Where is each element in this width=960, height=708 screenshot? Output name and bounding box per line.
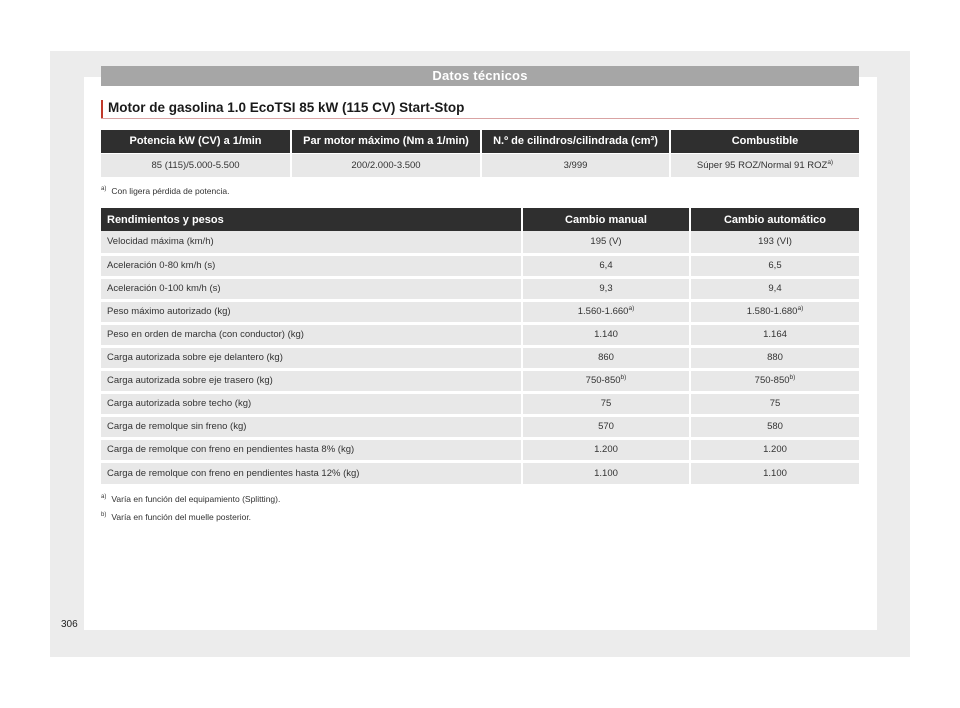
perf-label-text: Carga autorizada sobre eje delantero (kg) [107,352,283,363]
perf-label-text: Carga autorizada sobre eje trasero (kg) [107,375,273,386]
perf-label-text: Velocidad máxima (km/h) [107,236,214,248]
perf-label-text: Carga de remolque con freno en pendientes hasta 8% (kg) [107,444,355,455]
performance-table-body [101,231,859,484]
footnote-marker: b) [620,373,627,381]
perf-auto-text: 1.200 [763,444,787,455]
perf-auto-text: 750-850 [754,375,790,386]
engine-header-torque: Par motor máximo (Nm a 1/min) [291,130,481,153]
table-row [101,254,859,277]
perf-cell-auto [690,323,859,346]
engine-cell-power: 85 (115)/5.000-5.500 [101,153,291,177]
table-row [101,153,859,177]
performance-table-header [101,208,859,231]
perf-auto-text: 6,5 [768,260,782,271]
engine-cell-cylinders: 3/999 [481,153,670,177]
footnote-marker: a) [628,304,635,312]
engine-header-fuel: Combustible [670,130,859,153]
performance-table [101,208,859,484]
perf-cell-auto [690,461,859,484]
perf-cell-manual [522,300,690,323]
perf-cell-label [101,438,522,461]
perf-header-manual: Cambio manual [522,208,690,231]
table-row [101,392,859,415]
table-row [101,323,859,346]
title-accent-mark [101,100,103,119]
perf-label-text: Peso máximo autorizado (kg) [107,306,231,317]
perf-cell-manual [522,231,690,254]
perf-cell-label [101,300,522,323]
perf-cell-auto [690,392,859,415]
footnote-marker: b) [101,512,107,519]
table-row [101,415,859,438]
table-row [101,438,859,461]
perf-auto-text: 580 [767,421,783,432]
footnote-text: Varía en función del muelle posterior. [111,512,252,522]
footnote-marker: a) [797,304,804,312]
perf-cell-auto [690,254,859,277]
page-number: 306 [61,619,78,630]
perf-manual-text: 75 [600,398,612,409]
engine-header-cylinders: N.º de cilindros/cilindrada (cm³) [481,130,670,153]
perf-manual-text: 6,4 [599,260,613,271]
perf-cell-label [101,461,522,484]
perf-auto-text: 193 (VI) [758,236,792,248]
perf-label-text: Peso en orden de marcha (con conductor) (kg) [107,329,304,340]
footnote-text: Con ligera pérdida de potencia. [111,186,230,196]
engine-header-power: Potencia kW (CV) a 1/min [101,130,291,153]
perf-cell-label [101,323,522,346]
perf-cell-manual [522,461,690,484]
perf-cell-manual [522,369,690,392]
perf-label-text: Aceleración 0-80 km/h (s) [107,260,216,271]
footnote-marker: a) [101,186,107,193]
perf-label-text: Carga autorizada sobre techo (kg) [107,398,252,409]
section-band: Datos técnicos [101,66,859,86]
perf-cell-auto [690,300,859,323]
perf-auto-text: 75 [769,398,781,409]
perf-auto-text: 9,4 [768,283,782,294]
footnote-marker: a) [101,494,107,501]
engine-cell-fuel [670,153,859,177]
perf-cell-label [101,231,522,254]
perf-label-text: Aceleración 0-100 km/h (s) [107,283,221,294]
table-row [101,300,859,323]
perf-auto-text: 880 [767,352,783,363]
engine-cell-torque: 200/2.000-3.500 [291,153,481,177]
perf-auto-text: 1.164 [763,329,787,340]
footnote [101,512,251,522]
engine-footnote [101,186,229,196]
perf-cell-auto [690,277,859,300]
perf-cell-auto [690,369,859,392]
engine-cell-fuel-text: Súper 95 ROZ/Normal 91 ROZ [696,159,828,171]
perf-label-text: Carga de remolque sin freno (kg) [107,421,247,432]
perf-manual-text: 570 [598,421,614,432]
perf-cell-label [101,346,522,369]
perf-cell-manual [522,254,690,277]
perf-cell-auto [690,415,859,438]
perf-cell-auto [690,346,859,369]
perf-manual-text: 1.100 [594,467,618,479]
footnote-marker: b) [789,373,796,381]
table-row [101,346,859,369]
perf-manual-text: 1.200 [594,444,618,455]
perf-cell-manual [522,323,690,346]
footnote-text: Varía en función del equipamiento (Splitting). [111,494,281,504]
perf-cell-label [101,369,522,392]
perf-manual-text: 860 [598,352,614,363]
table-row [101,231,859,254]
title-underline [101,118,859,119]
perf-auto-text: 1.580-1.680 [746,306,798,317]
perf-cell-manual [522,346,690,369]
perf-header-label: Rendimientos y pesos [101,208,522,231]
perf-cell-auto [690,438,859,461]
perf-manual-text: 195 (V) [590,236,622,248]
perf-manual-text: 1.140 [594,329,618,340]
engine-table-header [101,130,859,153]
perf-manual-text: 750-850 [585,375,621,386]
footnote-marker: a) [827,158,834,166]
perf-manual-text: 1.560-1.660 [577,306,629,317]
perf-cell-label [101,254,522,277]
perf-cell-label [101,277,522,300]
perf-cell-manual [522,415,690,438]
perf-auto-text: 1.100 [763,467,787,479]
footnote [101,494,280,504]
table-row [101,277,859,300]
perf-manual-text: 9,3 [599,283,613,294]
perf-cell-manual [522,392,690,415]
perf-cell-label [101,415,522,438]
perf-header-auto: Cambio automático [690,208,859,231]
page-title: Motor de gasolina 1.0 EcoTSI 85 kW (115 CV) Start-Stop [108,100,465,115]
perf-cell-label [101,392,522,415]
table-row [101,369,859,392]
engine-table [101,130,859,177]
perf-cell-manual [522,277,690,300]
table-row [101,461,859,484]
perf-cell-manual [522,438,690,461]
perf-cell-auto [690,231,859,254]
perf-label-text: Carga de remolque con freno en pendientes hasta 12% (kg) [107,467,360,479]
